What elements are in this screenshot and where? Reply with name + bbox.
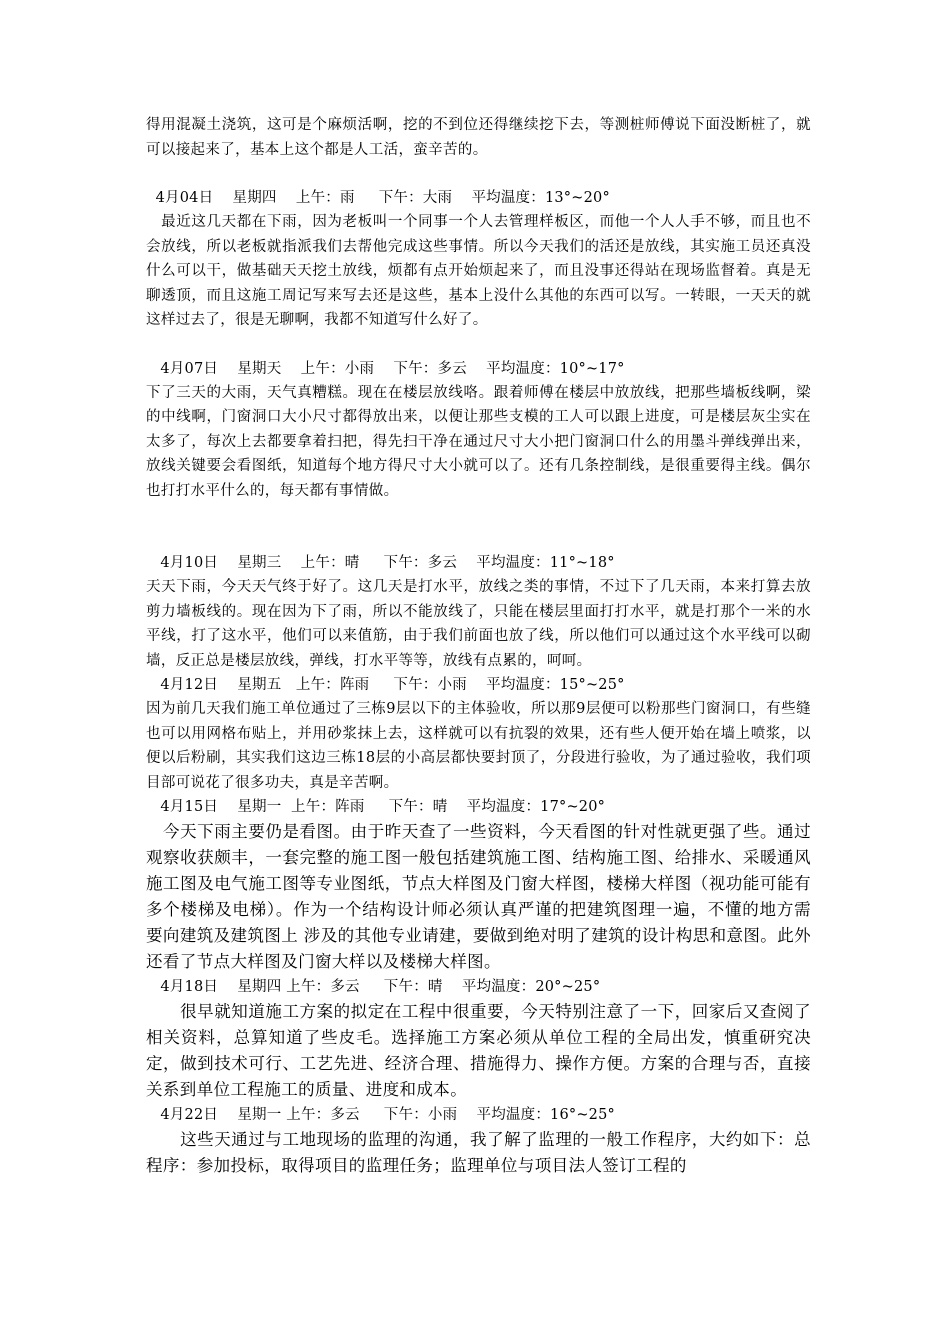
spacer: [146, 503, 811, 551]
entry-text-0412: 因为前几天我们施工单位通过了三栋9层以下的主体验收，所以那9层便可以粉那些门窗洞口，有些缝也可以用网格布贴上，并用砂浆抹上去，这样就可以有抗裂的效果，还有些人便开始在墙上喷浆，以便以后粉刷，其实我们这边三栋18层的小高层都快要封顶了，分段进行验收，为了通过验收，我们项目部可说花了很多功夫，真是辛苦啊。: [146, 701, 811, 791]
entry-header-0407: 4月07日 星期天 上午：小雨 下午：多云 平均温度：10°~17°: [146, 360, 625, 377]
entry-header-0415: 4月15日 星期一 上午：阵雨 下午：晴 平均温度：17°~20°: [146, 799, 606, 815]
entry-text-0407: 下了三天的大雨，天气真糟糕。现在在楼层放线咯。跟着师傅在楼层中放放线，把那些墙板线啊，梁的中线啊，门窗洞口大小尺寸都得放出来，以便让那些支模的工人可以跟上进度，可是楼层灰尘实在太多了，每次上去都要拿着扫把，得先扫干净在通过尺寸大小把门窗洞口什么的用墨斗弹线弹出来，放线关键要会看图纸，知道每个地方得尺寸大小就可以了。还有几条控制线，是很重要得主线。偶尔也打打水平什么的，每天都有事情做。: [146, 384, 811, 499]
entry-header-0422: 4月22日 星期一 上午：多云 下午：小雨 平均温度：16°~25°: [146, 1107, 615, 1123]
entry-header-0404: 4月04日 星期四 上午：雨 下午：大雨 平均温度：13°~20°: [146, 190, 610, 206]
entry-text-0410: 天天下雨，今天天气终于好了。这几天是打水平，放线之类的事情，不过下了几天雨，本来打算去放剪力墙板线的。现在因为下了雨，所以不能放线了，只能在楼层里面打打水平，就是打那个一米的水平线，打了这水平，他们可以来值筋，由于我们前面也放了线，所以他们可以通过这个水平线可以砌墙，反正总是楼层放线，弹线，打水平等等，放线有点累的，呵呵。: [146, 579, 811, 669]
entry-header-0410: 4月10日 星期三 上午：晴 下午：多云 平均温度：11°~18°: [146, 555, 615, 571]
journal-body: [146, 113, 811, 1179]
entry-text-0415: 今天下雨主要仍是看图。由于昨天查了一些资料，今天看图的针对性就更强了些。通过观察收获颇丰，一套完整的施工图一般包括建筑施工图、结构施工图、给排水、采暖通风施工图及电气施工图等专业图纸，节点大样图及门窗大样图，楼梯大样图（视功能可能有多个楼梯及电梯）。作为一个结构设计师必须认真严谨的把建筑图理一遍，不懂的地方需要向建筑及建筑图上 涉及的其他专业请建，要做到绝对明了建筑的设计构思和意图。此外还看了节点大样图及门窗大样以及楼梯大样图。: [146, 822, 811, 971]
entry-continuation-text: 得用混凝土浇筑，这可是个麻烦活啊，挖的不到位还得继续挖下去，等测桩师傅说下面没断桩了，就可以接起来了，基本上这个都是人工活，蛮辛苦的。: [146, 117, 811, 158]
entry-header-0418: 4月18日 星期四 上午：多云 下午：晴 平均温度：20°~25°: [146, 979, 601, 995]
entry-text-0418: 很早就知道施工方案的拟定在工程中很重要，今天特别注意了一下，回家后又查阅了相关资料，总算知道了些皮毛。选择施工方案必须从单位工程的全局出发，慎重研究决定，做到技术可行、工艺先进、经济合理、措施得力、操作方便。方案的合理与否，直接关系到单位工程施工的质量、进度和成本。: [146, 1002, 811, 1099]
entry-text-0422: 这些天通过与工地现场的监理的沟通，我了解了监理的一般工作程序，大约如下：总程序：参加投标，取得项目的监理任务；监理单位与项目法人签订工程的: [146, 1130, 811, 1175]
entry-text-0404: 最近这几天都在下雨，因为老板叫一个同事一个人去管理样板区，而他一个人人手不够，而且也不会放线，所以老板就指派我们去帮他完成这些事情。所以今天我们的活还是放线，其实施工员还真没什么可以干，做基础天天挖土放线，烦都有点开始烦起来了，而且没事还得站在现场监督着。真是无聊透顶，而且这施工周记写来写去还是这些，基本上没什么其他的东西可以写。一转眼，一天天的就这样过去了，很是无聊啊，我都不知道写什么好了。: [146, 214, 811, 328]
entry-header-0412: 4月12日 星期五 上午：阵雨 下午：小雨 平均温度：15°~25°: [146, 677, 625, 693]
spacer: [146, 333, 811, 357]
spacer: [146, 162, 811, 186]
